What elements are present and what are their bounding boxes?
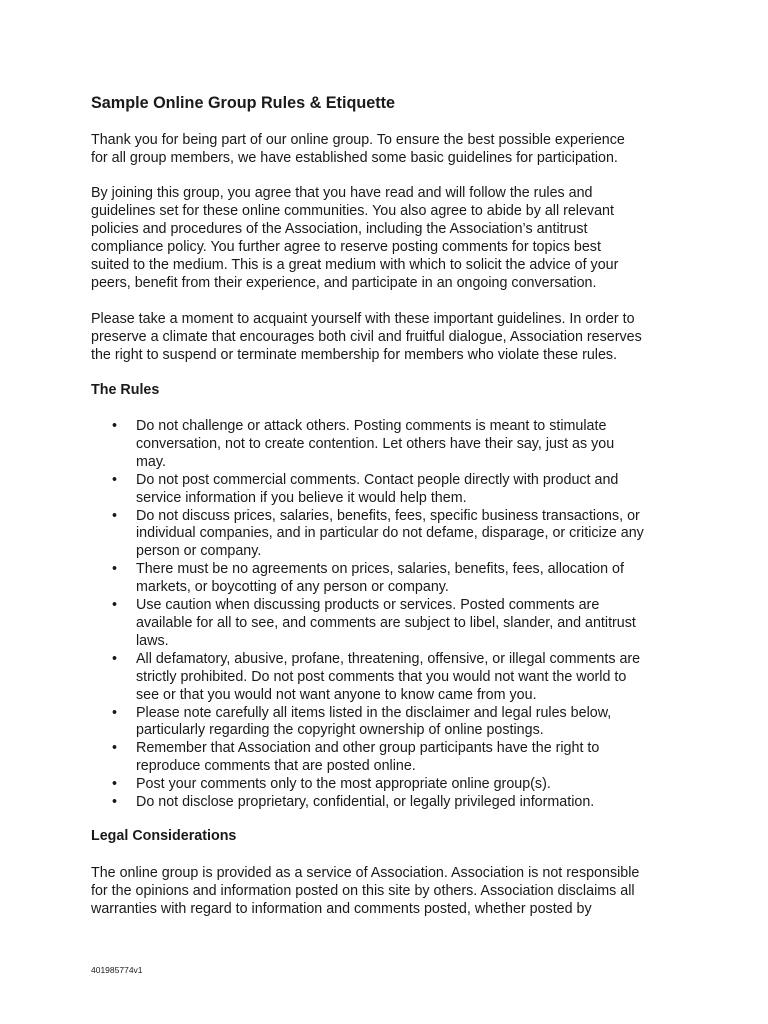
legal-paragraph (91, 865, 691, 919)
bullet-icon: • (112, 597, 118, 614)
bullet-icon: • (112, 650, 118, 667)
list-item (91, 776, 644, 794)
rule-line: Use caution when discussing products or services. Posted comments are (136, 597, 600, 614)
legal-line: warranties with regard to information and comments posted, whether posted by (91, 900, 592, 917)
agreement-line: suited to the medium. This is a great medium with which to solicit the advice of your (91, 256, 619, 273)
page-title: Sample Online Group Rules & Etiquette (91, 94, 396, 112)
rule-line: Please note carefully all items listed in the disclaimer and legal rules below, (136, 704, 612, 721)
bullet-icon: • (112, 471, 118, 488)
legal-line: The online group is provided as a service of Association. Association is not responsible (91, 865, 640, 881)
agreement-line: policies and procedures of the Association, including the Association’s antitrust (91, 220, 588, 237)
rule-line: available for all to see, and comments are subject to libel, slander, and antitrust (136, 614, 636, 631)
rule-line: reproduce comments that are posted online. (136, 758, 416, 775)
list-item (91, 561, 644, 597)
list-item (91, 508, 644, 562)
rule-line: may. (136, 453, 166, 470)
rule-line: individual companies, and in particular do not defame, disparage, or criticize any (136, 525, 644, 542)
agreement-paragraph (91, 185, 691, 292)
bullet-icon: • (112, 507, 118, 524)
rule-line: particularly regarding the copyright ownership of online postings. (136, 722, 544, 739)
bullet-icon: • (112, 704, 118, 721)
rule-line: markets, or boycotting of any person or company. (136, 579, 449, 596)
agreement-line: guidelines set for these online communities. You also agree to abide by all relevant (91, 202, 614, 219)
bullet-icon: • (112, 794, 118, 811)
list-item (91, 705, 644, 741)
rule-line: Do not discuss prices, salaries, benefits, fees, specific business transactions, or (136, 507, 640, 524)
agreement-line: compliance policy. You further agree to reserve posting comments for topics best (91, 238, 601, 255)
bullet-icon: • (112, 418, 118, 434)
rule-line: All defamatory, abusive, profane, threatening, offensive, or illegal comments are (136, 650, 641, 667)
guidelines-line: Please take a moment to acquaint yourself with these important guidelines. In order to (91, 311, 635, 327)
agreement-line: By joining this group, you agree that you have read and will follow the rules and (91, 185, 593, 201)
rule-line: strictly prohibited. Do not post comments that you would not want the world to (136, 668, 627, 685)
list-item (91, 597, 644, 651)
bullet-icon: • (112, 561, 118, 578)
rule-line: Post your comments only to the most appropriate online group(s). (136, 776, 551, 793)
list-item (91, 418, 644, 472)
rule-line: person or company. (136, 543, 262, 560)
guidelines-line: preserve a climate that encourages both civil and fruitful dialogue, Association reserves (91, 328, 642, 345)
list-item (91, 651, 644, 705)
rule-line: Do not disclose proprietary, confidential, or legally privileged information. (136, 794, 595, 811)
intro-line: Thank you for being part of our online group. To ensure the best possible experience (91, 132, 625, 148)
list-item (91, 740, 644, 776)
rule-line: Remember that Association and other group participants have the right to (136, 740, 600, 757)
agreement-line: peers, benefit from their experience, and participate in an ongoing conversation. (91, 274, 597, 291)
rule-line: conversation, not to create contention. Let others have their say, just as you (136, 435, 615, 452)
rule-line: Do not post commercial comments. Contact people directly with product and (136, 471, 619, 488)
guidelines-line: the right to suspend or terminate membership for members who violate these rules. (91, 346, 618, 363)
legal-heading: Legal Considerations (91, 828, 237, 844)
bullet-icon: • (112, 776, 118, 793)
rule-line: laws. (136, 632, 169, 649)
rule-line: There must be no agreements on prices, salaries, benefits, fees, allocation of (136, 561, 624, 578)
rules-list (91, 418, 644, 812)
list-item (91, 472, 644, 508)
list-item (91, 794, 644, 812)
rules-heading: The Rules (91, 382, 160, 398)
rule-line: service information if you believe it would help them. (136, 489, 467, 506)
bullet-icon: • (112, 740, 118, 757)
intro-paragraph (91, 132, 691, 168)
guidelines-paragraph (91, 311, 691, 365)
rule-line: Do not challenge or attack others. Posting comments is meant to stimulate (136, 418, 607, 434)
intro-line: for all group members, we have established some basic guidelines for participation. (91, 149, 618, 166)
legal-line: for the opinions and information posted on this site by others. Association disclaims all (91, 882, 635, 899)
rule-line: see or that you would not want anyone to know came from you. (136, 686, 537, 703)
document-id: 401985774v1 (91, 965, 143, 975)
